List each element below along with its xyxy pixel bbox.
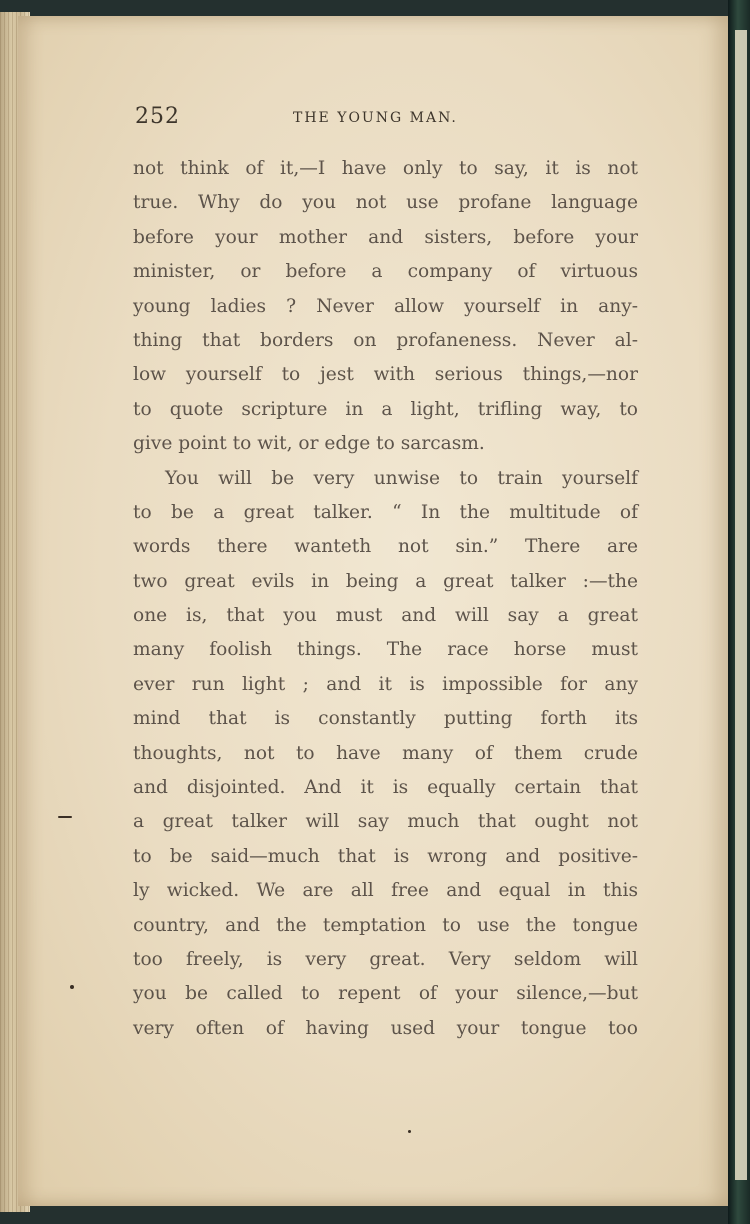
text-line: country, and the temptation to use the tongue bbox=[133, 914, 638, 936]
book-binding bbox=[728, 0, 750, 1224]
text-line: many foolish things. The race horse must bbox=[133, 639, 638, 661]
body-text bbox=[133, 152, 638, 1046]
text-line: ever run light ; and it is impossible for any bbox=[133, 673, 638, 695]
paragraph-first-line: You will be very unwise to train yourself bbox=[165, 467, 638, 489]
text-line: and disjointed. And it is equally certain that bbox=[133, 777, 638, 799]
paper-speck bbox=[408, 1130, 411, 1133]
paragraph-last-line: give point to wit, or edge to sarcasm. bbox=[133, 433, 485, 455]
text-line: words there wanteth not sin.” There are bbox=[133, 536, 638, 558]
text-line: before your mother and sisters, before your bbox=[133, 226, 638, 248]
text-line: low yourself to jest with serious things,—nor bbox=[133, 364, 638, 386]
text-line: young ladies ? Never allow yourself in any- bbox=[133, 295, 638, 317]
running-head-title: THE YOUNG MAN. bbox=[293, 110, 458, 126]
text-line: to quote scripture in a light, trifling way, to bbox=[133, 398, 638, 420]
text-line: very often of having used your tongue too bbox=[133, 1017, 638, 1039]
text-line: too freely, is very great. Very seldom will bbox=[133, 948, 638, 970]
text-line: you be called to repent of your silence,—but bbox=[133, 983, 638, 1005]
text-line: thoughts, not to have many of them crude bbox=[133, 742, 638, 764]
text-line: to be a great talker. “ In the multitude of bbox=[133, 501, 638, 523]
text-line: true. Why do you not use profane language bbox=[133, 192, 638, 214]
page-number: 252 bbox=[135, 104, 180, 129]
text-line: minister, or before a company of virtuous bbox=[133, 261, 638, 283]
text-line: thing that borders on profaneness. Never al- bbox=[133, 329, 638, 351]
text-line: two great evils in being a great talker :—the bbox=[133, 570, 638, 592]
text-line: mind that is constantly putting forth its bbox=[133, 708, 638, 730]
text-line: one is, that you must and will say a great bbox=[133, 605, 638, 627]
text-line: ly wicked. We are all free and equal in this bbox=[133, 880, 638, 902]
paper-speck bbox=[70, 985, 74, 989]
text-line: to be said—much that is wrong and positive- bbox=[133, 845, 638, 867]
text-line: not think of it,—I have only to say, it is not bbox=[133, 158, 638, 179]
text-line: a great talker will say much that ought not bbox=[133, 811, 638, 833]
running-head bbox=[135, 104, 640, 134]
paper-speck bbox=[58, 816, 72, 818]
